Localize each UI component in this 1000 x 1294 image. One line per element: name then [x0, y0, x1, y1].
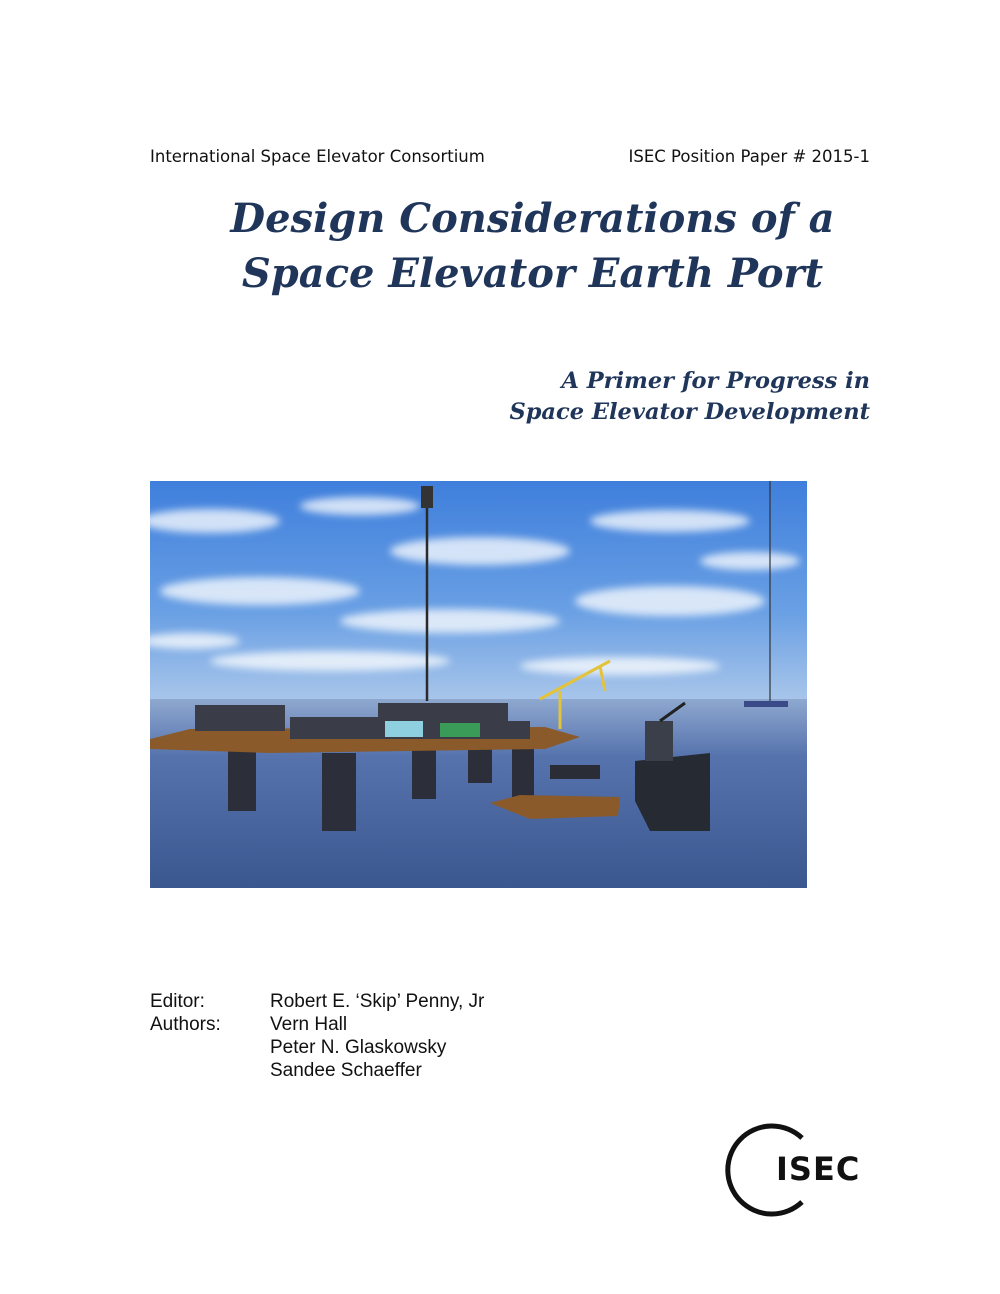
distant-platform	[744, 701, 788, 707]
title-line-1: Design Considerations of a	[230, 195, 835, 242]
subtitle-line-1: A Primer for Progress in	[561, 368, 870, 394]
isec-logo-text: ISEC	[776, 1150, 861, 1188]
author-name: Peter N. Glaskowsky	[270, 1037, 447, 1058]
author-name: Sandee Schaeffer	[270, 1060, 422, 1081]
editor-label: Editor:	[150, 991, 205, 1012]
author-name: Vern Hall	[270, 1014, 348, 1035]
authors-label: Authors:	[150, 1014, 221, 1035]
consortium-name: International Space Elevator Consortium	[150, 147, 485, 166]
ship	[635, 753, 710, 831]
editor-name: Robert E. ‘Skip’ Penny, Jr	[270, 991, 485, 1012]
paper-number: ISEC Position Paper # 2015-1	[628, 147, 870, 166]
subtitle-line-2: Space Elevator Development	[509, 399, 870, 425]
title-line-2: Space Elevator Earth Port	[241, 250, 824, 297]
earth-port-illustration	[150, 481, 807, 888]
